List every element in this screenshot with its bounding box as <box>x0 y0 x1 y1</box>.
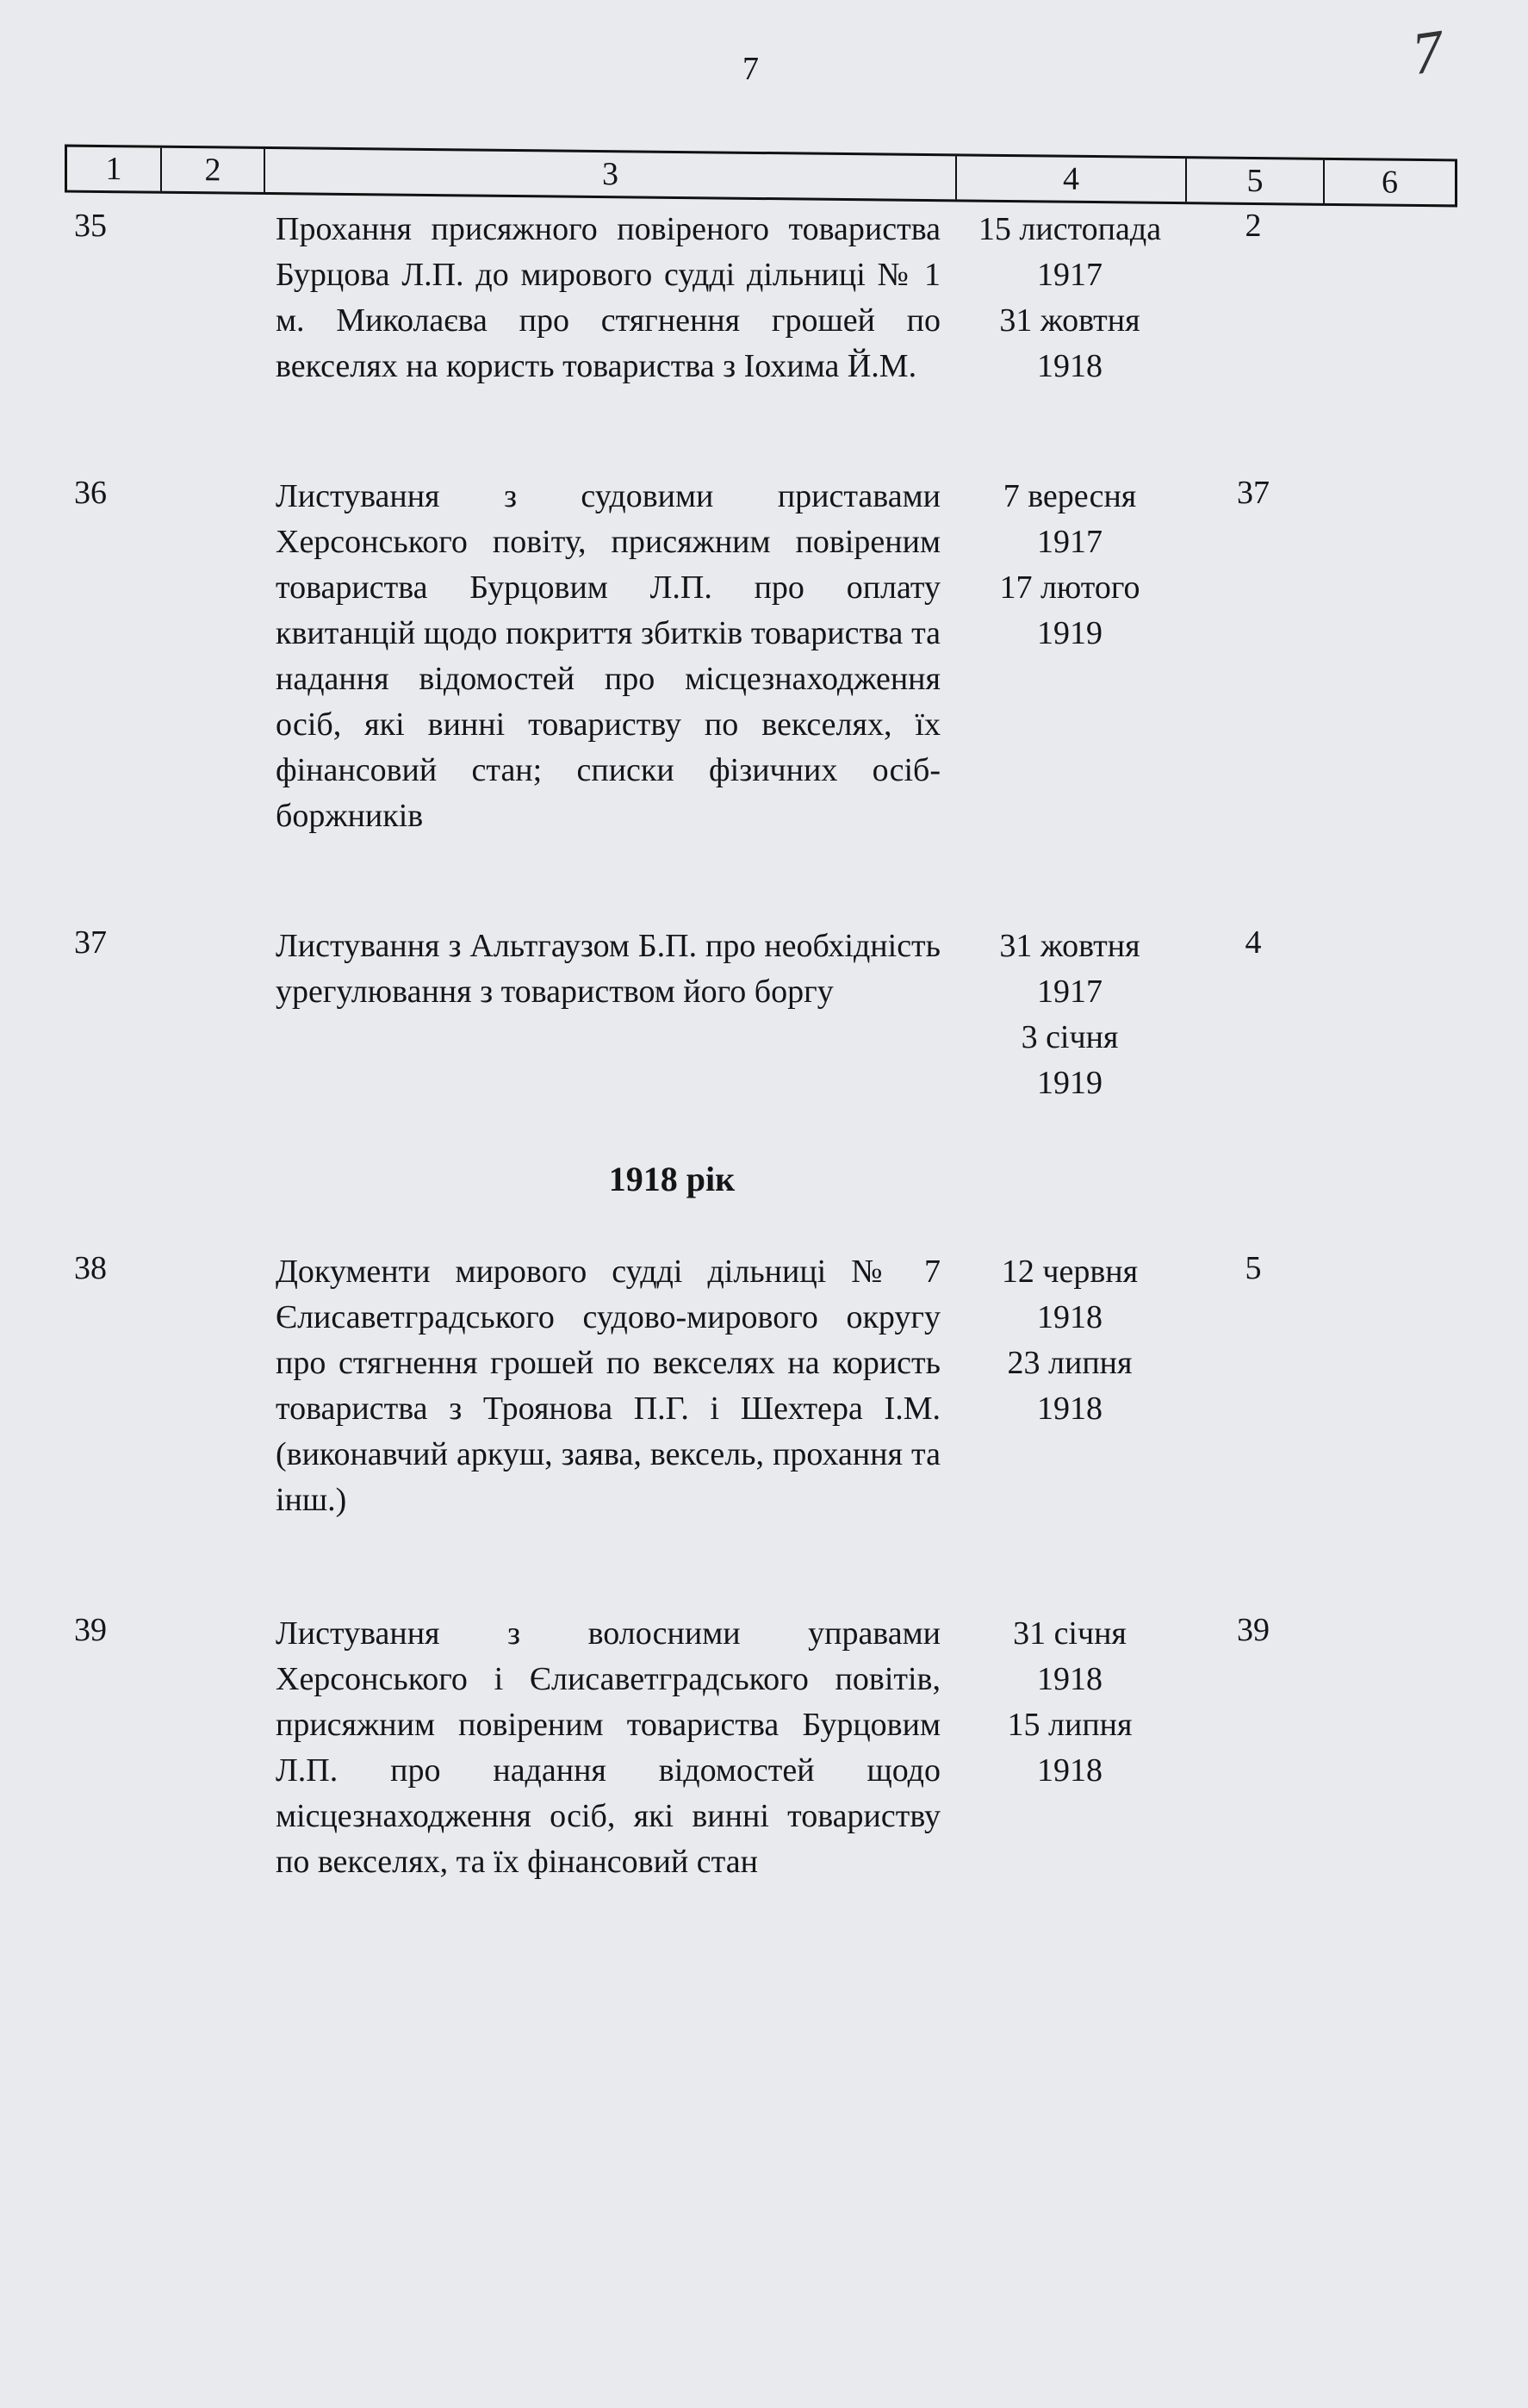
date-line: 1918 <box>1037 348 1103 384</box>
table-header <box>65 145 1457 208</box>
row-description: Листування з Альтгаузом Б.П. про необхідність урегулювання з товариством його боргу <box>276 928 941 1010</box>
row-number: 38 <box>74 1250 107 1286</box>
date-line: 17 лютого <box>999 569 1140 606</box>
row-number: 37 <box>74 924 107 961</box>
row-description: Прохання присяжного повіреного товариства Бурцова Л.П. до мирового судді дільниці № 1 м. Миколаєва про стягнення грошей по векселях на користь товариства з Іохима Й.М. <box>276 211 941 384</box>
date-line: 1917 <box>1037 524 1103 560</box>
row-sheets: 37 <box>1237 475 1270 511</box>
date-line: 12 червня <box>1001 1254 1139 1290</box>
date-line: 7 вересня <box>1003 478 1137 514</box>
section-title: 1918 рік <box>608 1160 736 1198</box>
date-line: 15 листопада <box>978 211 1162 247</box>
date-line: 31 січня <box>1013 1615 1127 1652</box>
date-line: 31 жовтня <box>999 928 1140 964</box>
row-dates <box>958 1249 1182 1432</box>
header-col-1: 1 <box>67 147 162 191</box>
row-sheets: 4 <box>1245 924 1262 961</box>
date-line: 1917 <box>1037 257 1103 293</box>
row-dates <box>958 1611 1182 1794</box>
date-line: 1919 <box>1037 615 1103 651</box>
header-col-5: 5 <box>1187 159 1325 203</box>
date-line: 23 липня <box>1007 1345 1133 1381</box>
date-line: 1918 <box>1037 1661 1103 1697</box>
header-col-4: 4 <box>957 156 1187 202</box>
row-sheets: 2 <box>1245 208 1262 244</box>
row-dates <box>958 207 1182 389</box>
row-number: 35 <box>74 208 107 244</box>
date-line: 31 жовтня <box>999 302 1140 339</box>
row-description: Листування з волосними управами Херсонського і Єлисаветградського повітів, присяжним повіреним товариства Бурцовим Л.П. про надання відомостей щодо місцезнаходження осіб, які винні товариству по векселях, та їх фінансовий стан <box>276 1615 941 1880</box>
date-line: 1918 <box>1037 1752 1103 1789</box>
header-col-3: 3 <box>265 149 957 199</box>
date-line: 1918 <box>1037 1299 1103 1335</box>
date-line: 15 липня <box>1007 1707 1133 1743</box>
date-line: 1917 <box>1037 974 1103 1010</box>
row-description: Документи мирового судді дільниці № 7 Єлисаветградського судово-мирового округу про стягнення грошей по векселях на користь товариства з Троянова П.Г. і Шехтера І.М. (виконавчий аркуш, заява, вексель, прохання та інш.) <box>276 1254 941 1518</box>
row-sheets: 39 <box>1237 1612 1270 1648</box>
handwritten-page-number: 7 <box>1407 17 1448 89</box>
page-number: 7 <box>742 51 759 87</box>
header-col-6: 6 <box>1382 164 1398 201</box>
row-number: 39 <box>74 1612 107 1648</box>
date-line: 3 січня <box>1021 1019 1119 1055</box>
date-line: 1919 <box>1037 1065 1103 1101</box>
row-number: 36 <box>74 475 107 511</box>
row-description: Листування з судовими приставами Херсонського повіту, присяжним повіреним товариства Бурцовим Л.П. про оплату квитанцій щодо покриття збитків товариства та надання відомостей про місцезнаходження осіб, які винні товариству по векселях, їх фінансовий стан; списки фізичних осіб-боржників <box>276 478 941 834</box>
header-col-2: 2 <box>162 148 265 192</box>
row-dates <box>958 924 1182 1106</box>
row-sheets: 5 <box>1245 1250 1262 1286</box>
date-line: 1918 <box>1037 1391 1103 1427</box>
row-dates <box>958 474 1182 656</box>
